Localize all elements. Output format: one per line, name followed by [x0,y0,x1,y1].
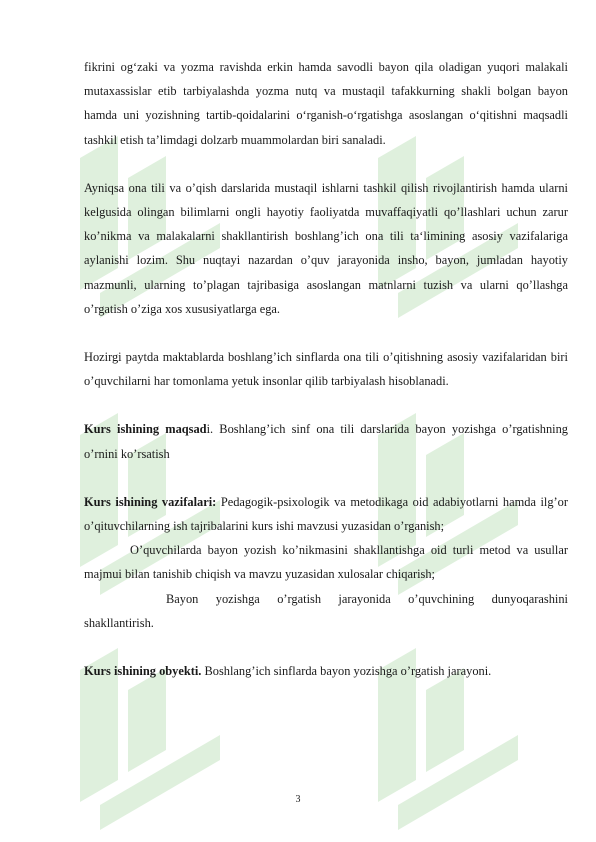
course-object-heading: Kurs ishining obyekti. [84,664,202,679]
paragraph-independent-work: Ayniqsa ona tili va o’qish darslarida mustaqil ishlarni tashkil qilish rivojlantirish hamda ularni kelgusida olingan bilimlarni ongli hayotiy faoliyatda muvaffaqiyatli qo’llashlari uchun zarur ko’nikma va malakalarni shakllantirish boshlang’ich ona tili ta‘limining asosiy vazifalariga aylanishi lozim. Shu nuqtayi nazardan o’quv jarayonida insho, bayon, jumladan hayotiy mazmunli, ularning to’plagan tajribasiga asoslangan matnlarni tuzish va ularni qo’llashga o’rgatish o’ziga xos xususiyatlarga ega. [84,180,568,316]
paragraph-gap [84,152,568,176]
paragraph-task-methods: O’quvchilarda bayon yozish ko’nikmasini shakllantishga oid turli metod va usullar majmui bilan tanishib chiqish va mavzu yuzasidan xulosalar chiqarish; [84,543,568,582]
paragraph-current-tasks: Hozirgi paytda maktablarda boshlang’ich sinflarda ona tili o’qitishning asosiy vazifalaridan biri o’quvchilarni har tomonlama yetuk insonlar qilib tarbiyalash hisoblanadi. [84,350,568,389]
paragraph-gap [84,635,568,659]
course-goal-text: i. Boshlang’ich sinf ona tili darslarida bayon yozishga o’rgatishning o’rnini ko’rsatish [84,422,568,461]
course-tasks-text: Pedagogik-psixologik va metodikaga oid adabiyotlarni hamda ilg’or o’qituvchilarning ish tajribalarini kurs ishi mavzusi yuzasidan o’rganish; [84,494,568,534]
course-goal-heading: Kurs ishining maqsad [84,422,207,437]
paragraph-gap [84,466,568,490]
paragraph-task-worldview: Bayon yozishga o’rgatish jarayonida o’quvchining dunyoqarashini shakllantirish. [84,591,568,630]
course-object-text: Boshlang’ich sinflarda bayon yozishga o’rgatish jarayoni. [201,664,492,679]
page-number: 3 [295,794,301,805]
paragraph-course-tasks [84,490,568,538]
paragraph-course-goal [84,417,568,465]
paragraph-intro-continuation: fikrini og‘zaki va yozma ravishda erkin hamda savodli bayon qila oladigan yuqori malakali mutaxassislar etib tarbiyalashda yozma nutq va mustaqil tafakkurning shakli bolgan bayon hamda uni yozishning tartib-qoidalarini o‘rganish-o‘rgatishga asoslangan o‘qitishni maqsadli tashkil etish ta’limdagi dolzarb muammolardan biri sanaladi. [84,60,568,147]
paragraph-course-object [84,659,568,683]
course-tasks-heading: Kurs ishining vazifalari: [84,494,217,509]
paragraph-gap [84,393,568,417]
paragraph-gap [84,321,568,345]
document-body [84,55,568,683]
